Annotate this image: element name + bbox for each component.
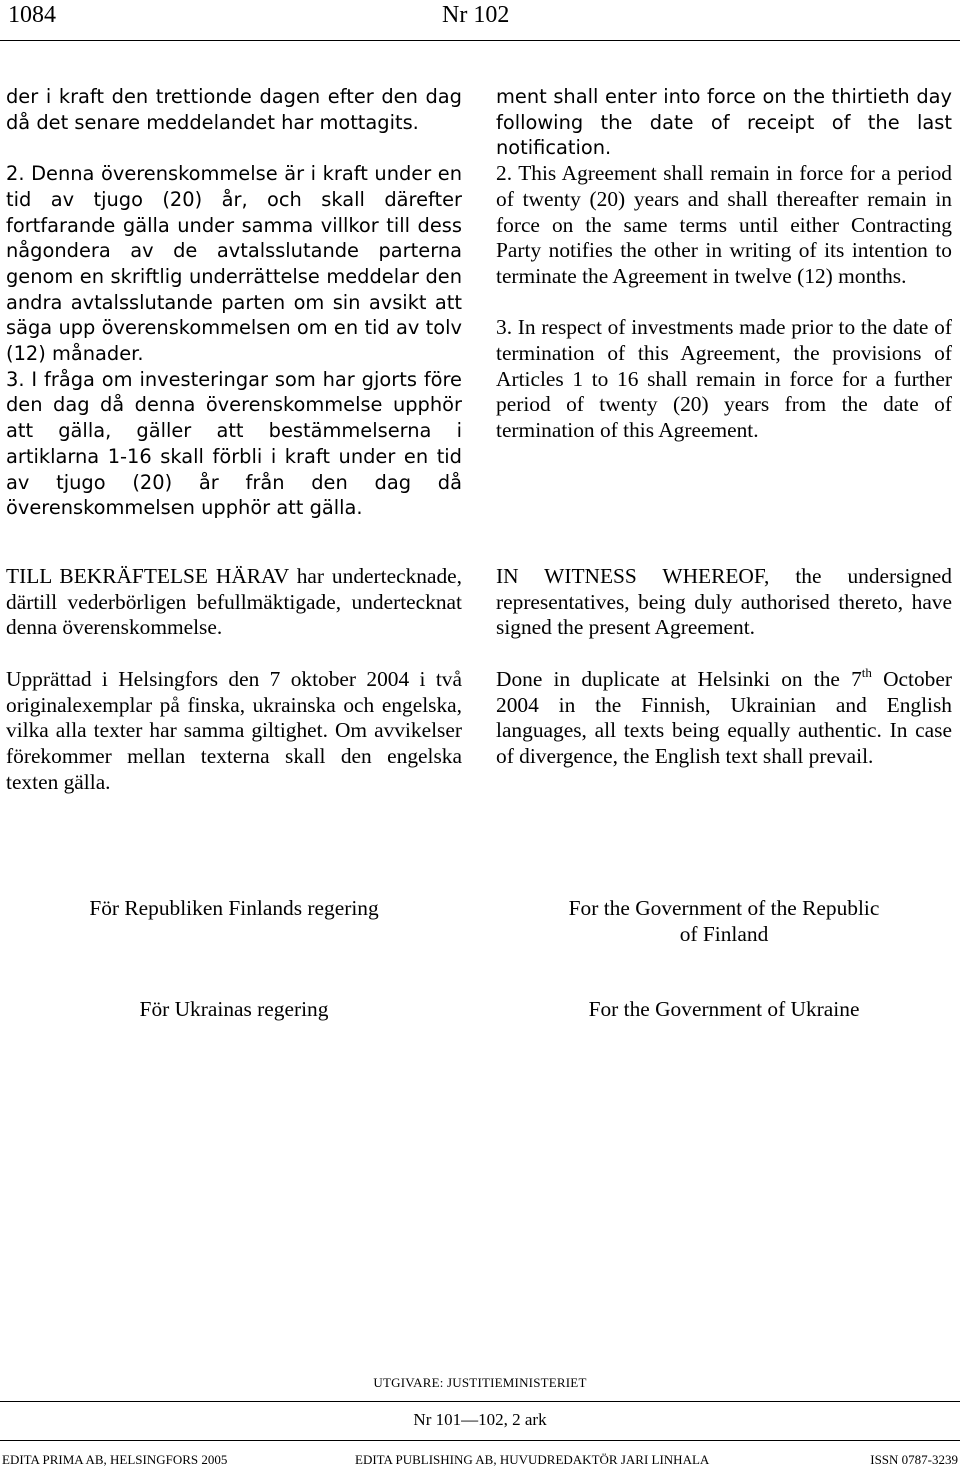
footer-issue: Nr 101—102, 2 ark bbox=[413, 1410, 547, 1429]
en-witness-paragraph: IN WITNESS WHEREOF, the undersigned representatives, being duly authorised thereto, have signed the present Agreement. bbox=[496, 564, 952, 640]
signature-en-finland-line-1: For the Government of the Republic bbox=[568, 896, 880, 920]
header-rule bbox=[0, 40, 960, 41]
page-number: 1084 bbox=[8, 2, 56, 28]
footer-publisher: UTGIVARE: JUSTITIEMINISTERIET bbox=[373, 1375, 587, 1390]
footer-rule-top bbox=[0, 1401, 960, 1402]
sv-done-paragraph: Upprättad i Helsingfors den 7 oktober 2004 i två originalexemplar på finska, ukrainska och engelska, vilka alla texter har samma giltighet. Om avvikelser förekommer mellan texterna skall den engelska texten gälla. bbox=[6, 666, 462, 794]
footer-editor: EDITA PUBLISHING AB, HUVUDREDAKTÖR JARI LINHALA bbox=[355, 1452, 710, 1467]
issue-number: Nr 102 bbox=[442, 2, 510, 28]
english-column-termination bbox=[496, 84, 952, 444]
footer-printer: EDITA PRIMA AB, HELSINGFORS 2005 bbox=[2, 1452, 228, 1467]
footer-imprint bbox=[0, 1452, 960, 1469]
sv-witness-paragraph: TILL BEKRÄFTELSE HÄRAV har undertecknade, därtill vederbörligen befullmäktigade, undertecknat denna överenskommelse. bbox=[6, 564, 462, 640]
english-column-witness bbox=[496, 564, 952, 770]
signature-en-ukraine: For the Government of Ukraine bbox=[588, 997, 860, 1021]
en-paragraph-2: 2. This Agreement shall remain in force for a period of twenty (20) years and shall thereafter remain in force on the same terms until either Contracting Party notifies the other in writing of its intention to terminate the Agreement in twelve (12) months. bbox=[496, 161, 952, 288]
footer-rule-bottom bbox=[0, 1440, 960, 1441]
en-done-paragraph bbox=[496, 664, 952, 770]
footer-issn: ISSN 0787-3239 bbox=[870, 1452, 958, 1467]
signature-sv-ukraine: För Ukrainas regering bbox=[139, 997, 329, 1021]
signature-en-finland bbox=[496, 896, 952, 947]
signature-en-finland-line-2: of Finland bbox=[679, 921, 769, 946]
sv-paragraph-3: 3. I fråga om investeringar som har gjorts före den dag då denna överenskommelse upphör att gälla, gäller att bestämmelserna i artiklarna 1-16 skall förbli i kraft under en tid av tjugo (20) år från den dag då överenskommelsen upphör att gälla. bbox=[6, 367, 462, 520]
page-header bbox=[0, 0, 960, 40]
swedish-column-witness bbox=[6, 564, 462, 795]
en-paragraph-3: 3. In respect of investments made prior to the date of termination of this Agreement, the provisions of Articles 1 to 16 shall remain in force for a further period of twenty (20) years from the date of termination of this Agreement. bbox=[496, 315, 952, 443]
ordinal-superscript: th bbox=[861, 664, 872, 680]
en-done-text-start: Done in duplicate at Helsinki on the 7 bbox=[496, 666, 862, 691]
signature-sv-finland: För Republiken Finlands regering bbox=[89, 896, 379, 920]
en-done-text-end: October 2004 in the Finnish, Ukrainian and English languages, all texts being equally authentic. In case of divergence, the English text shall prevail. bbox=[496, 666, 952, 768]
en-paragraph-entry-into-force: ment shall enter into force on the thirtieth day following the date of receipt of the last notification. bbox=[496, 85, 952, 160]
sv-paragraph-entry-into-force: der i kraft den trettionde dagen efter den dag då det senare meddelandet har mottagits. bbox=[6, 85, 462, 134]
sv-paragraph-2: 2. Denna överenskommelse är i kraft under en tid av tjugo (20) år, och skall därefter fortfarande gälla under samma villkor till dess någondera av de avtalsslutande parterna genom en skriftlig underrättelse meddelar den andra avtalsslutande parten om sin avsikt att säga upp överenskommelsen om en tid av tolv (12) månader. bbox=[6, 162, 462, 366]
swedish-column-termination bbox=[6, 84, 462, 521]
